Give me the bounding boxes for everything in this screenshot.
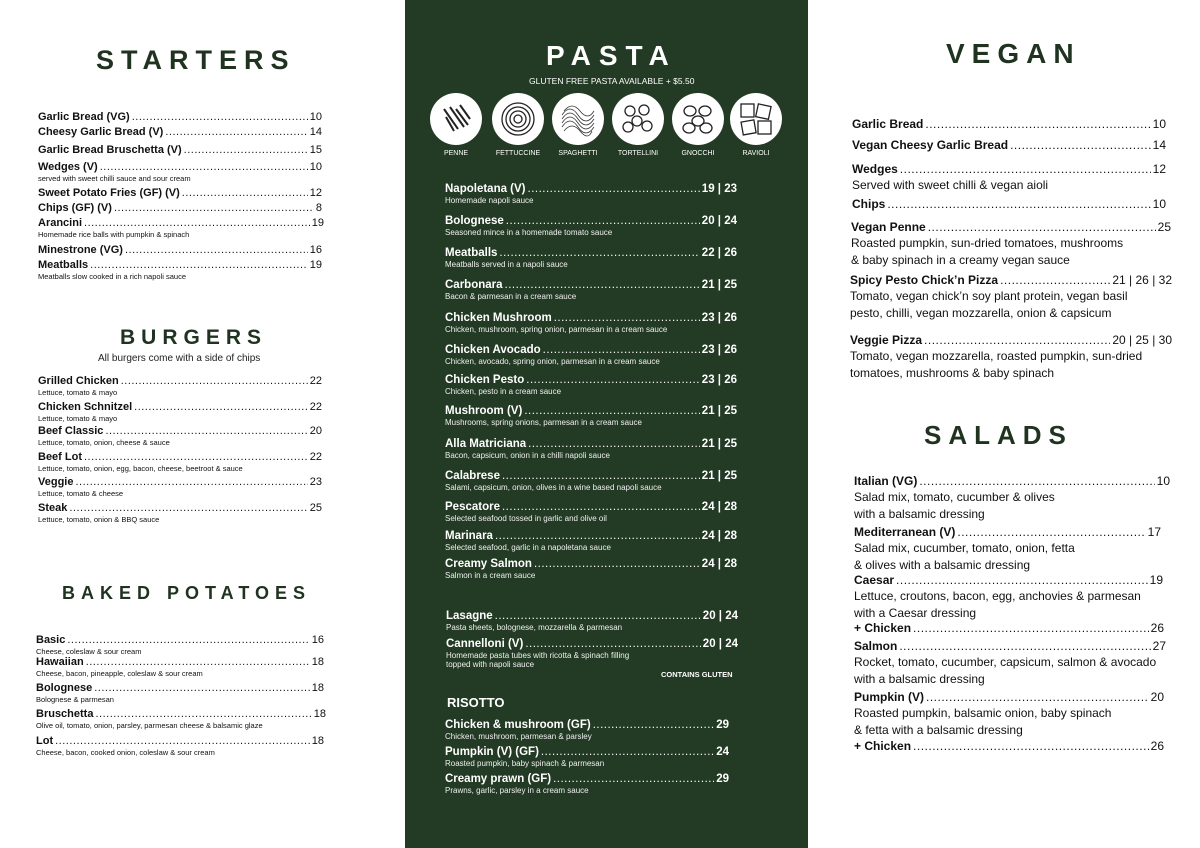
menu-item: Bruschetta ..... 18 Olive oil, tomato, onion, parsley, parmesan cheese & balsamic glaze xyxy=(36,708,326,730)
burgers-title: BURGERS xyxy=(120,326,268,349)
burgers-subtitle: All burgers come with a side of chips xyxy=(98,353,261,364)
gnocchi-icon xyxy=(678,99,718,139)
menu-item: Basic ..... 16 Cheese, coleslaw & sour cream xyxy=(36,634,324,656)
risotto-title: RISOTTO xyxy=(447,695,505,710)
menu-item: Hawaiian ..... 18 Cheese, bacon, pineapple, coleslaw & sour cream xyxy=(36,656,324,678)
menu-item: Chips ..... 10 xyxy=(852,197,1166,212)
starters-title: STARTERS xyxy=(96,45,296,75)
pasta-title: PASTA xyxy=(546,40,677,71)
menu-item: Napoletana (V) ..... 19 | 23 Homemade napoli sauce xyxy=(445,183,737,205)
salads-title: SALADS xyxy=(924,420,1073,450)
spaghetti-icon xyxy=(558,99,598,139)
pasta-shape-tortellini: TORTELLINI xyxy=(611,93,665,157)
vegan-title: VEGAN xyxy=(946,38,1081,69)
menu-item: Italian (VG) ..... 10 Salad mix, tomato, cucumber & olives with a balsamic dressing xyxy=(854,474,1170,523)
pasta-shape-gnocchi: GNOCCHI xyxy=(671,93,725,157)
menu-item: Bolognese ..... 20 | 24 Seasoned mince in a homemade tomato sauce xyxy=(445,215,737,237)
menu-item: Carbonara ..... 21 | 25 Bacon & parmesan in a cream sauce xyxy=(445,279,737,301)
menu-item: Salmon ..... 27 Rocket, tomato, cucumber, capsicum, salmon & avocado with a balsamic dressing xyxy=(854,639,1166,688)
menu-item: Veggie Pizza ..... 20 | 25 | 30 Tomato, vegan mozzarella, roasted pumpkin, sun-dried tomatoes, mushrooms & baby spinach xyxy=(850,333,1172,382)
menu-item: Calabrese ..... 21 | 25 Salami, capsicum, onion, olives in a wine based napoli sauce xyxy=(445,470,737,492)
menu-item: Veggie ..... 23 Lettuce, tomato & cheese xyxy=(38,476,322,498)
menu-item: Chicken Avocado ..... 23 | 26 Chicken, avocado, spring onion, parmesan in a cream sauce xyxy=(445,344,737,366)
menu-item: Pumpkin (V) ..... 20 Roasted pumpkin, balsamic onion, baby spinach & fetta with a balsamic dressing xyxy=(854,690,1164,739)
menu-item: Lasagne ..... 20 | 24 Pasta sheets, bolognese, mozzarella & parmesan xyxy=(446,610,738,632)
menu-item: Chicken Pesto ..... 23 | 26 Chicken, pesto in a cream sauce xyxy=(445,374,737,396)
right-column xyxy=(808,0,1200,848)
menu-item: Wedges (V) ..... 10 served with sweet chilli sauce and sour cream xyxy=(38,161,322,183)
menu-item: Pumpkin (V) (GF) ..... 24 Roasted pumpkin, baby spinach & parmesan xyxy=(445,746,729,768)
menu-item: Garlic Bread (VG) ..... 10 xyxy=(38,111,322,124)
tortellini-icon xyxy=(618,99,658,139)
menu-item: Arancini ..... 19 Homemade rice balls with pumpkin & spinach xyxy=(38,217,324,239)
pasta-shape-penne: PENNE xyxy=(429,93,483,157)
menu-item: + Chicken ..... 26 xyxy=(854,739,1164,754)
menu-item: Steak ..... 25 Lettuce, tomato, onion & BBQ sauce xyxy=(38,502,322,524)
menu-item: Spicy Pesto Chick’n Pizza ..... 21 | 26 | 32 Tomato, vegan chick’n soy plant protein, vegan basil pesto, chilli, vegan mozzarella, onion & capsicum xyxy=(850,273,1172,322)
menu-item: Beef Lot ..... 22 Lettuce, tomato, onion, egg, bacon, cheese, beetroot & sauce xyxy=(38,451,322,473)
menu-item: Beef Classic ..... 20 Lettuce, tomato, onion, cheese & sauce xyxy=(38,425,322,447)
menu-item: + Chicken ..... 26 xyxy=(854,621,1164,636)
menu-item: Chips (GF) (V) ..... 8 xyxy=(38,202,322,215)
pasta-shape-ravioli: RAVIOLI xyxy=(729,93,783,157)
menu-item: Alla Matriciana ..... 21 | 25 Bacon, capsicum, onion in a chilli napoli sauce xyxy=(445,438,737,460)
menu-item: Vegan Penne ..... 25 Roasted pumpkin, sun-dried tomatoes, mushrooms & baby spinach in a creamy vegan sauce xyxy=(851,220,1171,269)
baked-potatoes-title: BAKED POTATOES xyxy=(62,583,312,603)
menu-item: Creamy prawn (GF) ..... 29 Prawns, garlic, parsley in a cream sauce xyxy=(445,773,729,795)
menu-item: Grilled Chicken ..... 22 Lettuce, tomato & mayo xyxy=(38,375,322,397)
menu-item: Mediterranean (V) ..... 17 Salad mix, cucumber, tomato, onion, fetta & olives with a balsamic dressing xyxy=(854,525,1161,574)
fettuccine-icon xyxy=(498,99,538,139)
pasta-shape-spaghetti: SPAGHETTI xyxy=(551,93,605,157)
menu-item: Cannelloni (V) ..... 20 | 24 Homemade pasta tubes with ricotta & spinach filling topped with napoli sauce xyxy=(446,638,738,669)
menu-item: Caesar ..... 19 Lettuce, croutons, bacon, egg, anchovies & parmesan with a Caesar dressing xyxy=(854,573,1163,622)
pasta-subtitle: GLUTEN FREE PASTA AVAILABLE + $5.50 xyxy=(529,76,695,86)
menu-item: Garlic Bread ..... 10 xyxy=(852,117,1166,132)
ravioli-icon xyxy=(736,99,776,139)
menu-item: Meatballs ..... 22 | 26 Meatballs served in a napoli sauce xyxy=(445,247,737,269)
pasta-panel xyxy=(405,0,808,848)
menu-item: Lot ..... 18 Cheese, bacon, cooked onion, coleslaw & sour cream xyxy=(36,735,324,757)
menu-item: Cheesy Garlic Bread (V) ..... 14 xyxy=(38,126,322,139)
left-column xyxy=(0,0,405,848)
menu-item: Sweet Potato Fries (GF) (V) ..... 12 xyxy=(38,187,322,200)
menu-item: Chicken Mushroom ..... 23 | 26 Chicken, mushroom, spring onion, parmesan in a cream sauce xyxy=(445,312,737,334)
menu-item: Pescatore ..... 24 | 28 Selected seafood tossed in garlic and olive oil xyxy=(445,501,737,523)
penne-icon xyxy=(436,99,476,139)
pasta-shape-fettuccine: FETTUCCINE xyxy=(491,93,545,157)
menu-item: Mushroom (V) ..... 21 | 25 Mushrooms, spring onions, parmesan in a cream sauce xyxy=(445,405,737,427)
menu-item: Chicken & mushroom (GF) ..... 29 Chicken, mushroom, parmesan & parsley xyxy=(445,719,729,741)
menu-item: Meatballs ..... 19 Meatballs slow cooked in a rich napoli sauce xyxy=(38,259,322,281)
contains-gluten-note: CONTAINS GLUTEN xyxy=(661,670,733,679)
menu-item: Chicken Schnitzel ..... 22 Lettuce, tomato & mayo xyxy=(38,401,322,423)
menu-item: Vegan Cheesy Garlic Bread ..... 14 xyxy=(852,138,1166,153)
menu-item: Bolognese ..... 18 Bolognese & parmesan xyxy=(36,682,324,704)
menu-item: Wedges ..... 12 Served with sweet chilli & vegan aioli xyxy=(852,162,1166,194)
menu-item: Creamy Salmon ..... 24 | 28 Salmon in a cream sauce xyxy=(445,558,737,580)
menu-item: Marinara ..... 24 | 28 Selected seafood, garlic in a napoletana sauce xyxy=(445,530,737,552)
menu-item: Garlic Bread Bruschetta (V) ..... 15 xyxy=(38,144,322,157)
menu-item: Minestrone (VG) ..... 16 xyxy=(38,244,322,257)
